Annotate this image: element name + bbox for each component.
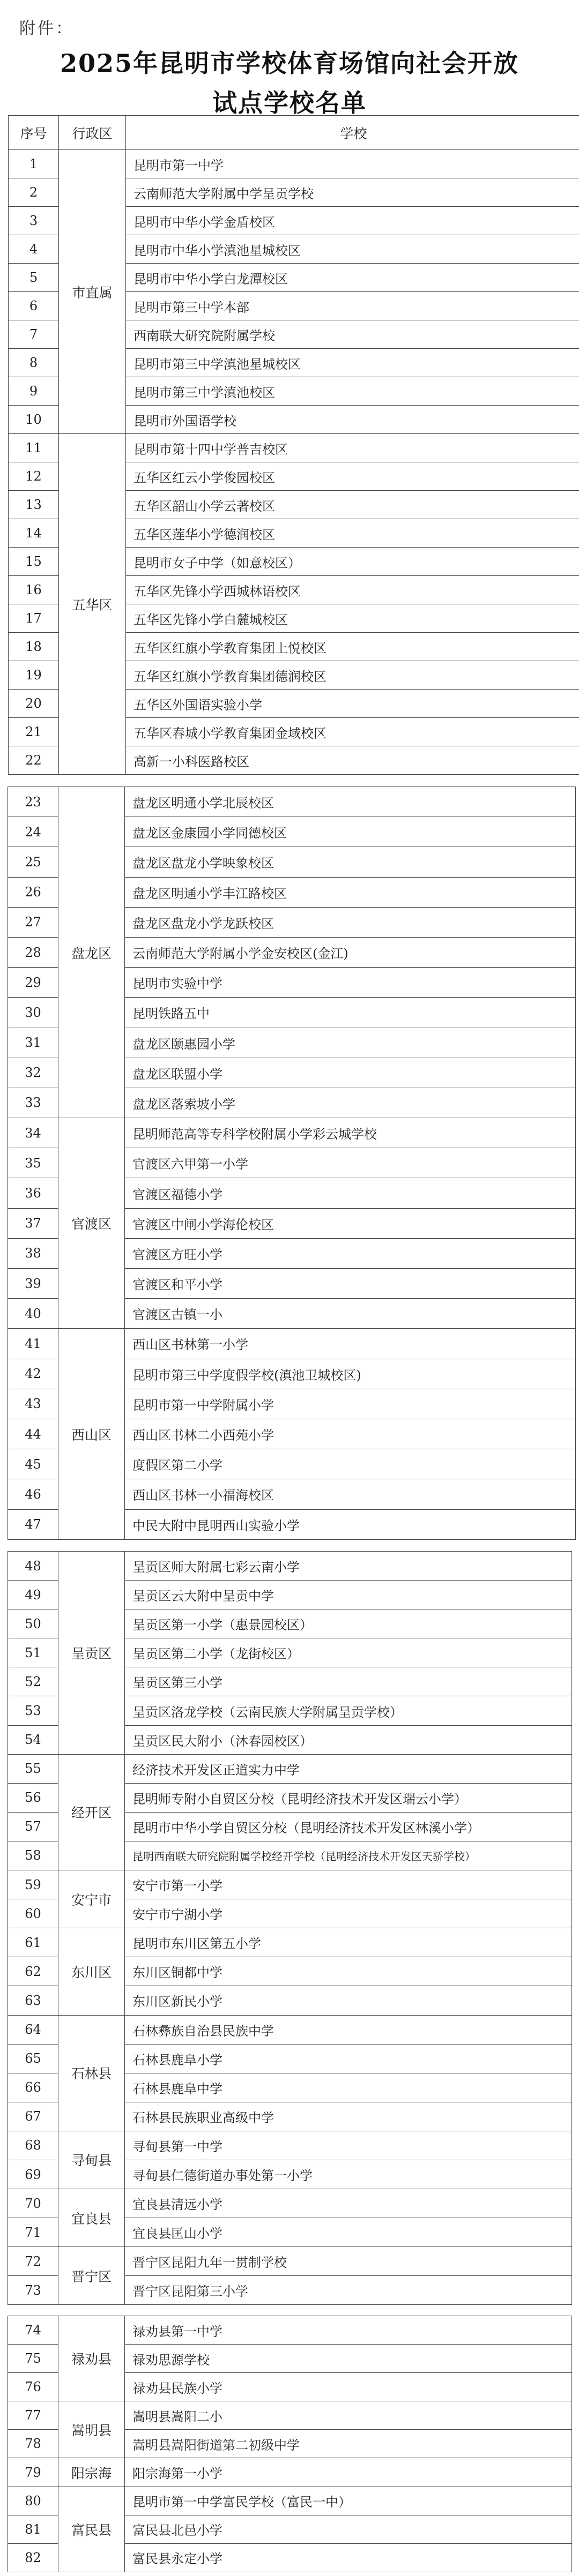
table-row	[8, 2487, 572, 2515]
school-name: 昆明市第三中学度假学校(滇池卫城校区)	[125, 1359, 576, 1389]
table-row	[8, 2247, 572, 2276]
table-row	[8, 2458, 572, 2487]
row-number: 33	[8, 1088, 58, 1118]
row-number: 28	[8, 937, 58, 967]
table-row	[8, 1870, 572, 1899]
school-name: 东川区新民小学	[125, 1986, 572, 2015]
school-name: 昆明市第一中学富民学校（富民一中）	[125, 2487, 572, 2515]
header-district: 行政区	[59, 116, 126, 150]
district-cell: 宜良县	[58, 2189, 125, 2247]
row-number: 48	[8, 1552, 58, 1581]
school-name: 官渡区古镇一小	[125, 1299, 576, 1329]
district-cell: 富民县	[58, 2487, 125, 2572]
row-number: 78	[8, 2430, 58, 2458]
row-number: 8	[9, 349, 59, 377]
row-number: 75	[8, 2345, 58, 2373]
row-number: 67	[8, 2102, 58, 2131]
row-number: 29	[8, 968, 58, 998]
school-name: 石林县民族职业高级中学	[125, 2102, 572, 2131]
row-number: 35	[8, 1148, 58, 1178]
row-number: 1	[9, 150, 59, 178]
school-name: 中民大附中昆明西山实验小学	[125, 1509, 576, 1539]
school-name: 富民县永定小学	[125, 2543, 572, 2572]
school-name: 五华区红旗小学教育集团德润校区	[126, 661, 579, 690]
district-cell: 市直属	[59, 150, 126, 434]
school-name: 五华区红旗小学教育集团上悦校区	[126, 633, 579, 661]
table-row	[8, 2401, 572, 2430]
row-number: 5	[9, 264, 59, 292]
school-name: 禄劝思源学校	[125, 2345, 572, 2373]
row-number: 31	[8, 1028, 58, 1058]
row-number: 46	[8, 1479, 58, 1509]
school-table-page-4	[8, 2316, 572, 2572]
table-row	[9, 150, 579, 178]
row-number: 66	[8, 2073, 58, 2102]
school-name: 五华区韶山小学云著校区	[126, 491, 579, 519]
school-name: 安宁市第一小学	[125, 1870, 572, 1899]
row-number: 42	[8, 1359, 58, 1389]
school-name: 盘龙区联盟小学	[125, 1058, 576, 1088]
row-number: 40	[8, 1299, 58, 1329]
row-number: 51	[8, 1638, 58, 1667]
school-name: 昆明市第一中学附属小学	[125, 1389, 576, 1419]
table-row	[8, 1118, 576, 1148]
table-row	[8, 787, 576, 817]
row-number: 53	[8, 1696, 58, 1725]
row-number: 6	[9, 292, 59, 320]
school-name: 昆明市女子中学（如意校区）	[126, 548, 579, 576]
school-name: 官渡区中闸小学海伦校区	[125, 1208, 576, 1238]
district-cell: 嵩明县	[58, 2401, 125, 2458]
school-name: 五华区先锋小学西城林语校区	[126, 576, 579, 604]
table-row	[8, 2131, 572, 2160]
school-name: 经济技术开发区正道实力中学	[125, 1754, 572, 1783]
school-name: 昆明市实验中学	[125, 968, 576, 998]
row-number: 19	[9, 661, 59, 690]
row-number: 2	[9, 178, 59, 207]
school-name: 昆明市东川区第五小学	[125, 1928, 572, 1957]
school-name: 富民县北邑小学	[125, 2515, 572, 2543]
school-name: 昆明市第三中学本部	[126, 292, 579, 320]
row-number: 9	[9, 377, 59, 406]
row-number: 73	[8, 2276, 58, 2305]
table-row	[8, 2015, 572, 2044]
school-name: 昆明师专附小自贸区分校（昆明经济技术开发区瑞云小学）	[125, 1783, 572, 1812]
school-name: 昆明市中华小学自贸区分校（昆明经济技术开发区林溪小学）	[125, 1812, 572, 1841]
row-number: 50	[8, 1609, 58, 1638]
school-name: 官渡区和平小学	[125, 1269, 576, 1299]
row-number: 16	[9, 576, 59, 604]
school-name: 禄劝县第一中学	[125, 2316, 572, 2345]
school-name: 西山区书林第一小学	[125, 1329, 576, 1359]
district-cell: 安宁市	[58, 1870, 125, 1928]
row-number: 27	[8, 907, 58, 937]
school-name: 石林县鹿阜中学	[125, 2073, 572, 2102]
school-name: 昆明市中华小学白龙潭校区	[126, 264, 579, 292]
school-name: 安宁市宁湖小学	[125, 1899, 572, 1928]
row-number: 13	[9, 491, 59, 519]
row-number: 59	[8, 1870, 58, 1899]
row-number: 57	[8, 1812, 58, 1841]
district-cell: 东川区	[58, 1928, 125, 2015]
table-row	[8, 1329, 576, 1359]
row-number: 82	[8, 2543, 58, 2572]
school-name: 盘龙区盘龙小学映象校区	[125, 847, 576, 877]
school-name: 昆明市中华小学金盾校区	[126, 207, 579, 235]
row-number: 60	[8, 1899, 58, 1928]
school-name: 云南师范大学附属中学呈贡学校	[126, 178, 579, 207]
row-number: 54	[8, 1725, 58, 1754]
school-name: 宜良县匡山小学	[125, 2218, 572, 2247]
district-cell: 盘龙区	[58, 787, 125, 1118]
district-cell: 经开区	[58, 1754, 125, 1870]
table-row	[8, 1754, 572, 1783]
row-number: 80	[8, 2487, 58, 2515]
school-name: 寻甸县第一中学	[125, 2131, 572, 2160]
row-number: 52	[8, 1667, 58, 1696]
row-number: 81	[8, 2515, 58, 2543]
attachment-label: 附件：	[19, 19, 74, 38]
school-name: 呈贡区民大附小（沐春园校区）	[125, 1725, 572, 1754]
row-number: 77	[8, 2401, 58, 2430]
page-title-line2: 试点学校名单	[212, 88, 367, 117]
row-number: 7	[9, 320, 59, 349]
school-name: 盘龙区落索坡小学	[125, 1088, 576, 1118]
row-number: 24	[8, 817, 58, 847]
row-number: 3	[9, 207, 59, 235]
row-number: 47	[8, 1509, 58, 1539]
school-name: 盘龙区金康园小学同德校区	[125, 817, 576, 847]
school-name: 高新一小科医路校区	[126, 746, 579, 775]
row-number: 21	[9, 718, 59, 746]
row-number: 55	[8, 1754, 58, 1783]
district-cell: 禄劝县	[58, 2316, 125, 2401]
row-number: 38	[8, 1238, 58, 1268]
district-cell: 西山区	[58, 1329, 125, 1539]
row-number: 74	[8, 2316, 58, 2345]
school-name: 五华区莲华小学德润校区	[126, 519, 579, 548]
row-number: 41	[8, 1329, 58, 1359]
school-name: 昆明市外国语学校	[126, 406, 579, 434]
school-name: 昆明市中华小学滇池星城校区	[126, 235, 579, 264]
row-number: 12	[9, 462, 59, 491]
table-row	[8, 2189, 572, 2218]
school-name: 呈贡区师大附属七彩云南小学	[125, 1552, 572, 1581]
school-name: 五华区外国语实验小学	[126, 690, 579, 718]
school-name: 石林县鹿阜小学	[125, 2044, 572, 2073]
school-name: 呈贡区洛龙学校（云南民族大学附属呈贡学校）	[125, 1696, 572, 1725]
row-number: 43	[8, 1389, 58, 1419]
row-number: 45	[8, 1449, 58, 1479]
row-number: 44	[8, 1419, 58, 1449]
school-name: 昆明铁路五中	[125, 998, 576, 1028]
table-row	[8, 1928, 572, 1957]
row-number: 62	[8, 1957, 58, 1986]
school-name: 阳宗海第一小学	[125, 2458, 572, 2487]
row-number: 71	[8, 2218, 58, 2247]
school-name: 盘龙区明通小学北辰校区	[125, 787, 576, 817]
row-number: 18	[9, 633, 59, 661]
school-table-page-1	[8, 115, 579, 775]
district-cell: 石林县	[58, 2015, 125, 2131]
row-number: 4	[9, 235, 59, 264]
table-row	[8, 2316, 572, 2345]
district-cell: 官渡区	[58, 1118, 125, 1329]
school-name: 石林彝族自治县民族中学	[125, 2015, 572, 2044]
row-number: 11	[9, 434, 59, 462]
row-number: 58	[8, 1841, 58, 1870]
school-name: 昆明市第三中学滇池星城校区	[126, 349, 579, 377]
row-number: 10	[9, 406, 59, 434]
row-number: 63	[8, 1986, 58, 2015]
school-name: 嵩明县嵩阳街道第二初级中学	[125, 2430, 572, 2458]
school-name: 西山区书林二小西苑小学	[125, 1419, 576, 1449]
row-number: 15	[9, 548, 59, 576]
school-name: 五华区春城小学教育集团金域校区	[126, 718, 579, 746]
row-number: 17	[9, 604, 59, 633]
school-name: 五华区红云小学俊园校区	[126, 462, 579, 491]
school-name: 昆明市第一中学	[126, 150, 579, 178]
school-name: 呈贡区第一小学（惠景园校区）	[125, 1609, 572, 1638]
school-name: 五华区先锋小学白麓城校区	[126, 604, 579, 633]
row-number: 37	[8, 1208, 58, 1238]
row-number: 36	[8, 1178, 58, 1208]
row-number: 56	[8, 1783, 58, 1812]
page-title-line1: 2025年昆明市学校体育场馆向社会开放	[60, 49, 519, 78]
school-name: 宜良县清远小学	[125, 2189, 572, 2218]
table-row	[9, 434, 579, 462]
school-table-page-2	[8, 787, 576, 1540]
row-number: 68	[8, 2131, 58, 2160]
school-name: 度假区第二小学	[125, 1449, 576, 1479]
header-no: 序号	[9, 116, 59, 150]
school-name: 昆明西南联大研究院附属学校经开学校（昆明经济技术开发区天骄学校）	[125, 1841, 572, 1870]
district-cell: 晋宁区	[58, 2247, 125, 2305]
school-table-page-3	[8, 1551, 572, 2305]
school-name: 昆明师范高等专科学校附属小学彩云城学校	[125, 1118, 576, 1148]
school-name: 云南师范大学附属小学金安校区(金江)	[125, 937, 576, 967]
row-number: 14	[9, 519, 59, 548]
row-number: 32	[8, 1058, 58, 1088]
row-number: 20	[9, 690, 59, 718]
row-number: 69	[8, 2160, 58, 2189]
row-number: 26	[8, 877, 58, 907]
school-name: 东川区铜都中学	[125, 1957, 572, 1986]
school-name: 呈贡区第二小学（龙街校区）	[125, 1638, 572, 1667]
row-number: 23	[8, 787, 58, 817]
school-name: 盘龙区颐惠园小学	[125, 1028, 576, 1058]
row-number: 64	[8, 2015, 58, 2044]
school-name: 寻甸县仁德街道办事处第一小学	[125, 2160, 572, 2189]
school-name: 官渡区福德小学	[125, 1178, 576, 1208]
row-number: 22	[9, 746, 59, 775]
school-name: 晋宁区昆阳九年一贯制学校	[125, 2247, 572, 2276]
header-school: 学校	[126, 116, 579, 150]
row-number: 76	[8, 2373, 58, 2401]
school-name: 官渡区方旺小学	[125, 1238, 576, 1268]
district-cell: 寻甸县	[58, 2131, 125, 2189]
school-name: 嵩明县嵩阳二小	[125, 2401, 572, 2430]
school-name: 盘龙区盘龙小学龙跃校区	[125, 907, 576, 937]
school-name: 呈贡区第三小学	[125, 1667, 572, 1696]
row-number: 39	[8, 1269, 58, 1299]
row-number: 61	[8, 1928, 58, 1957]
table-row	[8, 1552, 572, 1581]
row-number: 25	[8, 847, 58, 877]
school-name: 西南联大研究院附属学校	[126, 320, 579, 349]
school-name: 呈贡区云大附中呈贡中学	[125, 1581, 572, 1609]
row-number: 79	[8, 2458, 58, 2487]
district-cell: 阳宗海	[58, 2458, 125, 2487]
school-name: 昆明市第三中学滇池校区	[126, 377, 579, 406]
school-name: 官渡区六甲第一小学	[125, 1148, 576, 1178]
school-name: 晋宁区昆阳第三小学	[125, 2276, 572, 2305]
table-header-row	[9, 116, 579, 150]
row-number: 49	[8, 1581, 58, 1609]
row-number: 34	[8, 1118, 58, 1148]
district-cell: 五华区	[59, 434, 126, 775]
row-number: 72	[8, 2247, 58, 2276]
school-name: 昆明市第十四中学普吉校区	[126, 434, 579, 462]
school-name: 禄劝县民族小学	[125, 2373, 572, 2401]
school-name: 盘龙区明通小学丰江路校区	[125, 877, 576, 907]
row-number: 30	[8, 998, 58, 1028]
district-cell: 呈贡区	[58, 1552, 125, 1755]
row-number: 65	[8, 2044, 58, 2073]
row-number: 70	[8, 2189, 58, 2218]
school-name: 西山区书林一小福海校区	[125, 1479, 576, 1509]
